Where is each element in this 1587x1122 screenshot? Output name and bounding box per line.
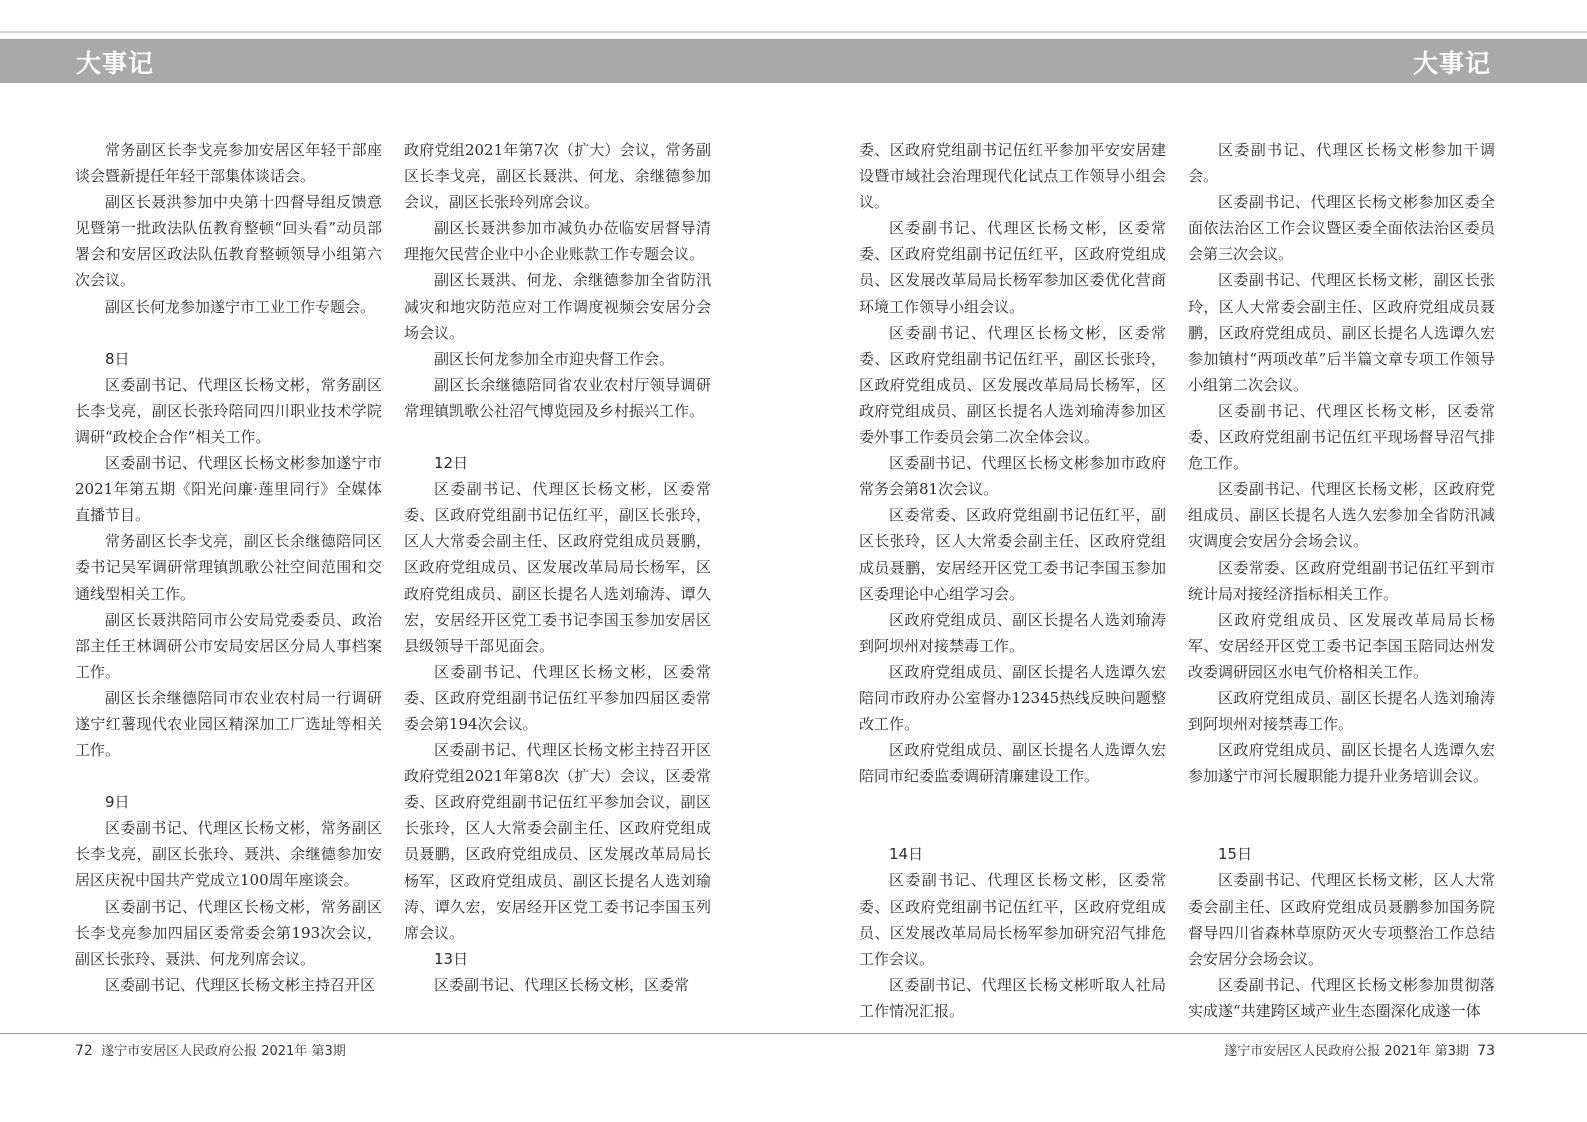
paragraph: 区政府党组成员、副区长提名人选谭久宏陪同市政府办公室督办12345热线反映问题整改工作。 bbox=[859, 662, 1166, 734]
spacer bbox=[859, 789, 1166, 815]
paragraph: 副区长何龙参加遂宁市工业工作专题会。 bbox=[105, 297, 376, 316]
paragraph: 区委常委、区政府党组副书记伍红平到市统计局对接经济指标相关工作。 bbox=[1188, 558, 1495, 603]
paragraph: 常务副区长李戈亮参加安居区年轻干部座谈会暨新提任年轻干部集体谈话会。 bbox=[75, 141, 382, 186]
paragraph: 区委副书记、代理区长杨文彬，区委常委、区政府党组副书记伍红平，副区长张玲，区政府党组成员、区发展改革局局长杨军，区政府党组成员、副区长提名人选刘瑜涛参加区委外事工作委员会第二次全体会议。 bbox=[859, 323, 1166, 447]
paragraph: 区委副书记、代理区长杨文彬主持召开区 bbox=[105, 975, 376, 994]
paragraph: 副区长聂洪参加市减负办莅临安居督导清理拖欠民营企业中小企业账款工作专题会议。 bbox=[404, 219, 711, 264]
top-rule bbox=[0, 31, 1587, 33]
header-bar bbox=[0, 39, 1587, 83]
paragraph: 区政府党组成员、区发展改革局局长杨军、安居经开区党工委书记李国玉陪同达州发改委调研园区水电气价格相关工作。 bbox=[1188, 610, 1495, 681]
paragraph: 副区长余继德陪同省农业农村厅领导调研常理镇凯歌公社沼气博览园及乡村振兴工作。 bbox=[404, 375, 711, 420]
paragraph: 副区长何龙参加全市迎央督工作会。 bbox=[434, 349, 675, 368]
page-title-right: 大事记 bbox=[1412, 49, 1491, 78]
paragraph: 委、区政府党组副书记伍红平参加平安安居建设暨市域社会治理现代化试点工作领导小组会议。 bbox=[859, 141, 1166, 212]
date-heading: 8日 bbox=[105, 349, 130, 368]
page-number-left: 72 bbox=[75, 1043, 93, 1059]
paragraph: 区委副书记、代理区长杨文彬，区委常委、区政府党组副书记伍红平，区政府党组成员、区发展改革局局长杨军参加研究沼气排危工作会议。 bbox=[859, 871, 1166, 968]
paragraph: 政府党组2021年第7次（扩大）会议，常务副区长李戈亮，副区长聂洪、何龙、余继德参加会议，副区长张玲列席会议。 bbox=[404, 141, 711, 212]
paragraph: 区委副书记、代理区长杨文彬参加遂宁市2021年第五期《阳光问廉·莲里同行》全媒体直播节目。 bbox=[75, 454, 382, 525]
date-heading: 13日 bbox=[434, 949, 469, 968]
date-heading: 15日 bbox=[1218, 845, 1253, 864]
date-heading: 14日 bbox=[889, 845, 924, 864]
paragraph: 区委副书记、代理区长杨文彬参加干调会。 bbox=[1188, 141, 1495, 186]
text-column-2 bbox=[404, 137, 711, 998]
publication-info-left: 遂宁市安居区人民政府公报 2021年 第3期 bbox=[101, 1044, 346, 1059]
paragraph: 区政府党组成员、副区长提名人选刘瑜涛到阿坝州对接禁毒工作。 bbox=[1188, 688, 1495, 734]
footer-left bbox=[75, 1040, 346, 1059]
paragraph: 副区长聂洪陪同市公安局党委委员、政治部主任王林调研公市安局安居区分局人事档案工作。 bbox=[75, 610, 382, 681]
date-heading: 12日 bbox=[434, 454, 469, 473]
paragraph: 副区长聂洪、何龙、余继德参加全省防汛减灾和地灾防范应对工作调度视频会安居分会场会议。 bbox=[404, 271, 711, 342]
date-heading: 9日 bbox=[105, 793, 130, 812]
paragraph: 区委副书记、代理区长杨文彬主持召开区政府党组2021年第8次（扩大）会议，区委常委、区政府党组副书记伍红平参加会议，副区长张玲，区人大常委会副主任、区政府党组成员聂鹏，区政府党组成员、区发展改革局局长杨军，区政府党组成员、副区长提名人选刘瑜涛、谭久宏，安居经开区党工委书记李国玉列席会议。 bbox=[404, 741, 711, 942]
page-number-right: 73 bbox=[1477, 1043, 1495, 1059]
paragraph: 区委副书记、代理区长杨文彬，区人大常委会副主任、区政府党组成员聂鹏参加国务院督导四川省森林草原防灭火专项整治工作总结会安居分会场会议。 bbox=[1188, 871, 1495, 968]
paragraph: 区委副书记、代理区长杨文彬，常务副区长李戈亮，副区长张玲陪同四川职业技术学院调研“政校企合作”相关工作。 bbox=[75, 375, 382, 446]
paragraph: 区委副书记、代理区长杨文彬，常务副区长李戈亮，副区长张玲、聂洪、余继德参加安居区庆祝中国共产党成立100周年座谈会。 bbox=[75, 819, 382, 890]
paragraph: 区委副书记、代理区长杨文彬，区委常委、区政府党组副书记伍红平，区政府党组成员、区发展改革局局长杨军参加区委优化营商环境工作领导小组会议。 bbox=[859, 219, 1166, 316]
publication-info-right: 遂宁市安居区人民政府公报 2021年 第3期 bbox=[1224, 1044, 1469, 1059]
paragraph: 区委副书记、代理区长杨文彬参加市政府常务会第81次会议。 bbox=[859, 454, 1166, 499]
paragraph: 区委副书记、代理区长杨文彬参加区委全面依法治区工作会议暨区委全面依法治区委员会第三次会议。 bbox=[1188, 193, 1495, 264]
paragraph: 区政府党组成员、副区长提名人选谭久宏参加遂宁市河长履职能力提升业务培训会议。 bbox=[1188, 741, 1495, 786]
paragraph: 副区长聂洪参加中央第十四督导组反馈意见暨第一批政法队伍教育整顿“回头看”动员部署会和安居区政法队伍教育整顿领导小组第六次会议。 bbox=[75, 193, 382, 290]
spacer bbox=[1188, 789, 1495, 815]
page-title-left: 大事记 bbox=[76, 49, 155, 78]
paragraph: 区委副书记、代理区长杨文彬参加贯彻落实成遂“共建跨区域产业生态圈深化成遂一体 bbox=[1188, 975, 1495, 1020]
text-column-4 bbox=[1188, 137, 1495, 1024]
paragraph: 常务副区长李戈亮，副区长余继德陪同区委书记吴军调研常理镇凯歌公社空间范围和交通线型相关工作。 bbox=[75, 532, 382, 603]
footer-rule bbox=[0, 1033, 1587, 1034]
text-column-3 bbox=[859, 137, 1166, 1024]
paragraph: 区委副书记、代理区长杨文彬，区委常委、区政府党组副书记伍红平参加四届区委常委会第194次会议。 bbox=[404, 662, 711, 733]
footer-right bbox=[1224, 1040, 1495, 1059]
paragraph: 区政府党组成员、副区长提名人选刘瑜涛到阿坝州对接禁毒工作。 bbox=[859, 610, 1166, 655]
paragraph: 区委副书记、代理区长杨文彬，常务副区长李戈亮参加四届区委常委会第193次会议，副区长张玲、聂洪、何龙列席会议。 bbox=[75, 897, 382, 968]
paragraph: 区委常委、区政府党组副书记伍红平，副区长张玲，区人大常委会副主任、区政府党组成员聂鹏，安居经开区党工委书记李国玉参加区委理论中心组学习会。 bbox=[859, 506, 1166, 603]
paragraph: 区政府党组成员、副区长提名人选谭久宏陪同市纪委监委调研清廉建设工作。 bbox=[859, 741, 1166, 786]
text-column-1 bbox=[75, 137, 382, 998]
paragraph: 副区长余继德陪同市农业农村局一行调研遂宁红薯现代农业园区精深加工厂选址等相关工作。 bbox=[75, 688, 382, 760]
paragraph: 区委副书记、代理区长杨文彬听取人社局工作情况汇报。 bbox=[859, 975, 1166, 1020]
paragraph: 区委副书记、代理区长杨文彬，区委常 bbox=[434, 975, 690, 994]
paragraph: 区委副书记、代理区长杨文彬，区委常委、区政府党组副书记伍红平现场督导沼气排危工作。 bbox=[1188, 401, 1495, 473]
paragraph: 区委副书记、代理区长杨文彬，区政府党组成员、副区长提名人选久宏参加全省防汛减灾调度会安居分会场会议。 bbox=[1188, 480, 1495, 551]
paragraph: 区委副书记、代理区长杨文彬，副区长张玲，区人大常委会副主任、区政府党组成员聂鹏，区政府党组成员、副区长提名人选谭久宏参加镇村“两项改革”后半篇文章专项工作领导小组第二次会议。 bbox=[1188, 271, 1495, 394]
paragraph: 区委副书记、代理区长杨文彬，区委常委、区政府党组副书记伍红平，副区长张玲，区人大常委会副主任、区政府党组成员聂鹏，区政府党组成员、区发展改革局局长杨军，区政府党组成员、副区长提名人选刘瑜涛、谭久宏，安居经开区党工委书记李国玉参加安居区县级领导干部见面会。 bbox=[404, 480, 711, 655]
